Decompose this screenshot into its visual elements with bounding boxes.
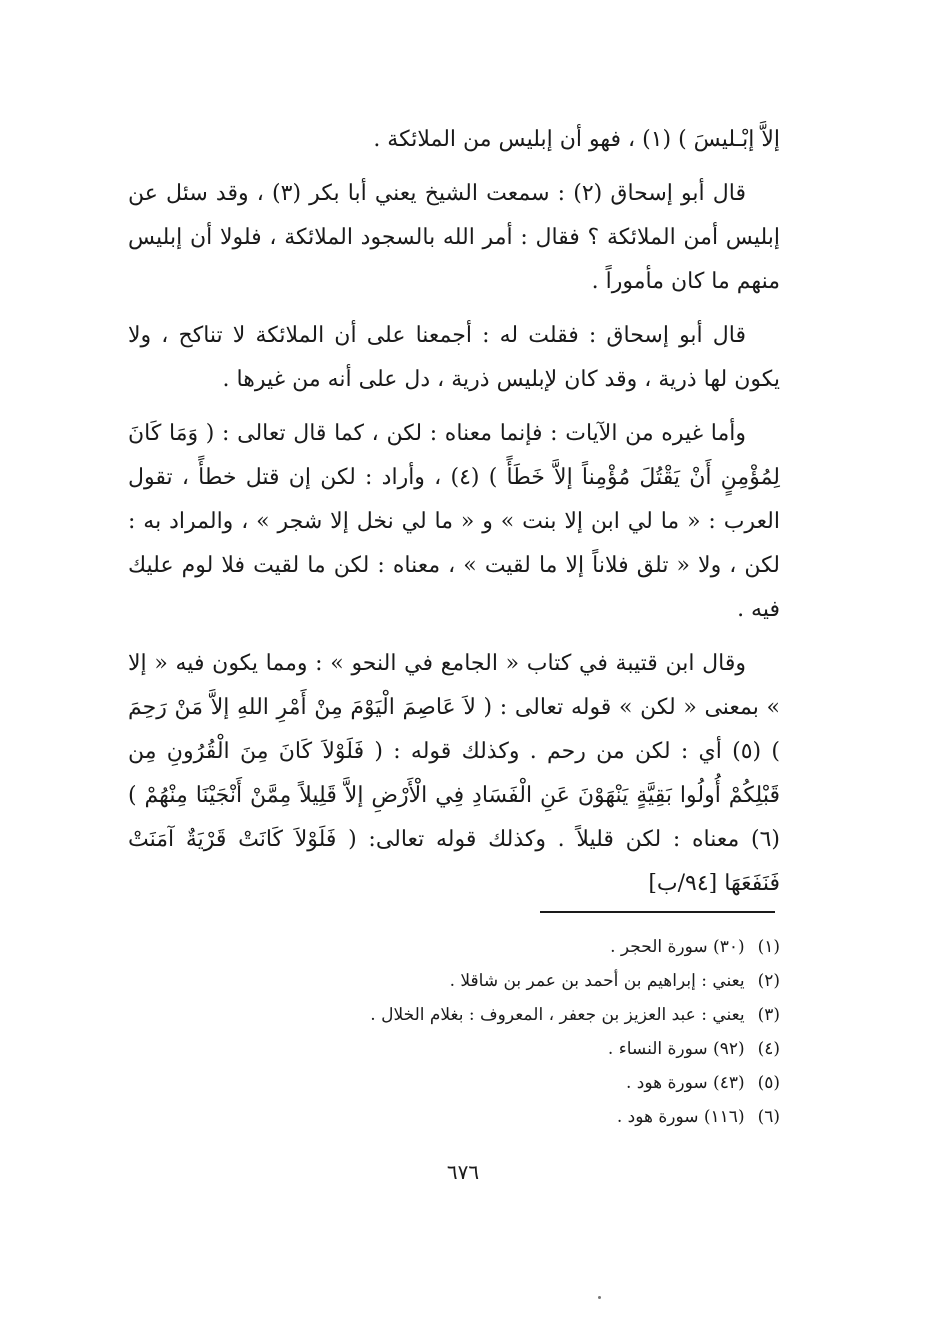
footnote-text: يعني : عبد العزيز بن جعفر ، المعروف : بغلام الخلال . xyxy=(370,1005,745,1025)
paragraph: قال أبو إسحاق : فقلت له : أجمعنا على أن الملائكة لا تناكح ، ولا يكون لها ذرية ، وقد كان لإبليس ذرية ، دل على أنه من غيرها . xyxy=(128,323,780,392)
paragraph: إلاَّ إبْـليسَ ) (١) ، فهو أن إبليس من الملائكة . xyxy=(373,127,780,152)
footnote-text: (٣٠) سورة الحجر . xyxy=(610,937,745,957)
paragraph: وقال ابن قتيبة في كتاب « الجامع في النحو » : ومما يكون فيه « إلا » بمعنى « لكن » قوله تعالى : ( لاَ عَاصِمَ الْيَوْمَ مِنْ أَمْرِ اللهِ إلاَّ مَنْ رَحِمَ ) (٥) أي : لكن من رحم . وكذلك قوله : ( فَلَوْلاَ كَانَ مِنَ الْقُرُونِ مِن قَبْلِكُمْ أُولُوا بَقِيَّةٍ يَنْهَوْنَ عَنِ الْفَسَادِ فِي الْأَرْضِ إلاَّ قَلِيلاً مِمَّنْ أَنْجَيْنَا مِنْهُمْ ) (٦) معناه : لكن قليلاً . وكذلك قوله تعالى: ( فَلَوْلاَ كَانَتْ قَرْيَةٌ آمَنَتْ فَنَفَعَهَا [٩٤/ب] xyxy=(128,651,780,896)
footnote-number: (٤) xyxy=(757,1039,780,1059)
footnote-separator xyxy=(540,911,775,913)
footnote-text: (٩٢) سورة النساء . xyxy=(607,1039,745,1059)
footnotes xyxy=(300,930,780,1134)
footnote-item xyxy=(300,998,780,1032)
paragraph: قال أبو إسحاق (٢) : سمعت الشيخ يعني أبا بكر (٣) ، وقد سئل عن إبليس أمن الملائكة ؟ فقال : أمر الله بالسجود الملائكة ، فلولا أن إبليس منهم ما كان مأموراً . xyxy=(128,181,780,294)
footnote-number: (١) xyxy=(757,937,780,957)
footnote-text: يعني : إبراهيم بن أحمد بن عمر بن شاقلا . xyxy=(449,971,745,991)
footnote-item xyxy=(300,1032,780,1066)
footnote-item xyxy=(300,964,780,998)
footnote-text: (٤٣) سورة هود . xyxy=(625,1073,745,1093)
footnote-number: (٦) xyxy=(757,1107,780,1127)
main-text xyxy=(128,118,780,906)
footnote-item xyxy=(300,1066,780,1100)
footnote-number: (٢) xyxy=(757,971,780,991)
footnote-item xyxy=(300,930,780,964)
footnote-text: (١١٦) سورة هود . xyxy=(616,1107,745,1127)
page-number: ٦٧٦ xyxy=(446,1160,480,1184)
paragraph: وأما غيره من الآيات : فإنما معناه : لكن ، كما قال تعالى : ( وَمَا كَانَ لِمُؤْمِنٍ أَنْ يَقْتُلَ مُؤْمِناً إلاَّ خَطَأً ) (٤) ، وأراد : لكن إن قتل خطأً ، تقول العرب : « ما لي ابن إلا بنت » و « ما لي نخل إلا شجر » ، والمراد به : لكن ، ولا « تلق فلاناً إلا ما لقيت » ، معناه : لكن ما لقيت فلا لوم عليك فيه . xyxy=(128,421,780,622)
footnote-number: (٥) xyxy=(757,1073,780,1093)
footnote-item xyxy=(300,1100,780,1134)
footnote-number: (٣) xyxy=(757,1005,780,1025)
scan-speck xyxy=(598,1296,601,1299)
